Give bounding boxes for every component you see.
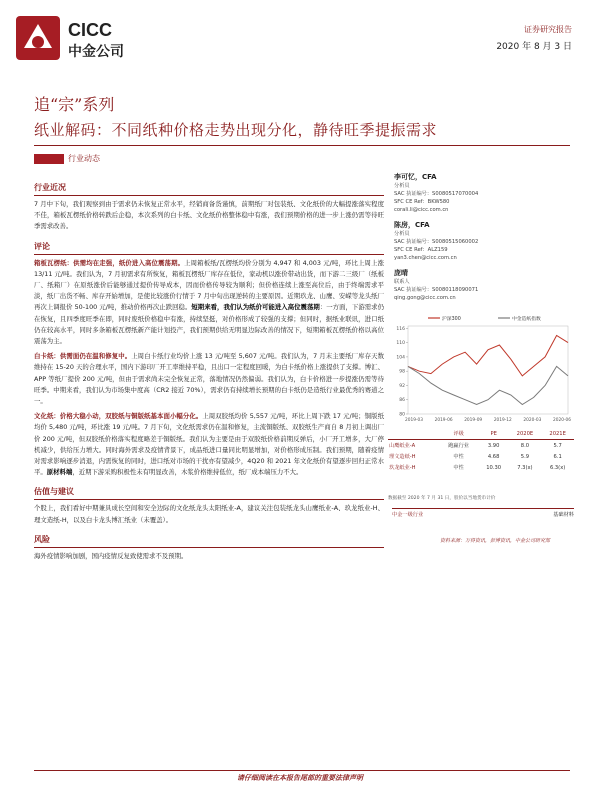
analyst-email[interactable]: yan3.chen@cicc.com.cn bbox=[394, 255, 457, 261]
table-header-row bbox=[388, 428, 574, 440]
table-header: PE bbox=[479, 428, 509, 440]
rating: 中性 bbox=[453, 465, 464, 471]
y-tick-label: 92 bbox=[399, 383, 405, 389]
analyst-sac: SAC 执证编号：S0080118090071 bbox=[394, 287, 479, 293]
tag-label: 行业动态 bbox=[68, 154, 100, 163]
pe-2021: 6.3(x) bbox=[549, 464, 566, 471]
series-title: 追“宗”系列 bbox=[34, 95, 115, 114]
y-tick-label: 80 bbox=[399, 412, 405, 418]
analyst-name: 陈房，CFA bbox=[394, 221, 430, 229]
rating: 中性 bbox=[453, 454, 464, 460]
section-head: 估值与建议 bbox=[34, 486, 384, 500]
x-tick-label: 2020-06 bbox=[553, 418, 571, 423]
para-lead: 原材料端 bbox=[46, 468, 73, 477]
analyst bbox=[394, 268, 564, 302]
paragraph bbox=[34, 411, 384, 478]
x-tick-label: 2020-03 bbox=[523, 418, 542, 423]
paragraph bbox=[34, 258, 384, 348]
analyst bbox=[394, 172, 564, 214]
brand-en: CICC bbox=[68, 20, 112, 40]
section-valuation bbox=[34, 486, 384, 525]
analyst-panel bbox=[394, 172, 564, 308]
analyst-role: 联系人 bbox=[394, 279, 410, 285]
related-industry bbox=[392, 508, 574, 518]
legend-label: 中金造纸指数 bbox=[512, 317, 541, 322]
index-chart-svg bbox=[392, 310, 574, 428]
y-tick-label: 116 bbox=[396, 326, 405, 332]
analyst-role: 分析员 bbox=[394, 231, 410, 237]
section-comment bbox=[34, 241, 384, 479]
paragraph bbox=[34, 351, 384, 407]
section-recent bbox=[34, 182, 384, 233]
para-lead: 箱板瓦楞纸：供需均在走强，纸价进入高位震荡期。 bbox=[34, 258, 185, 267]
paragraph: 7 月中下旬，我们观察到由于需求仍未恢复正常水平，经销商备货谨慎，前期纸厂对包装纸、文化纸价的大幅提涨落实程度不佳，箱板瓦楞纸价格转跌后企稳，本次系列的白卡纸、文化纸价格整体稳中有涨，我们预期价格的进一步上涨仍需等待旺季需求改善。 bbox=[34, 200, 384, 231]
table-row bbox=[388, 440, 574, 452]
paragraph: 个股上，我们看好中期兼具成长空间和安全边际的文化纸龙头太阳纸业-A，建议关注包装纸龙头山鹰纸业-A、玖龙纸业-H、理文造纸-H，以及白卡龙头博汇纸业（未覆盖）。 bbox=[34, 504, 384, 524]
table-row bbox=[388, 451, 574, 462]
analyst-name: 李可忆，CFA bbox=[394, 173, 437, 181]
pe-2020: 8.0 bbox=[520, 442, 530, 449]
pe-2020: 7.3(x) bbox=[517, 464, 533, 471]
price: 4.68 bbox=[487, 453, 500, 460]
header-meta bbox=[496, 24, 572, 52]
series-line-0 bbox=[408, 336, 568, 376]
plot-frame bbox=[408, 326, 568, 414]
analyst-role: 分析员 bbox=[394, 183, 410, 189]
tag-bar bbox=[34, 154, 64, 164]
section-head: 行业近况 bbox=[34, 182, 384, 196]
analyst-sac: SAC 执证编号：S0080517070004 bbox=[394, 191, 479, 197]
pe-2021: 6.1 bbox=[553, 453, 562, 460]
para-body: 上周双胶纸均价 5,557 元/吨，环比上周下跌 17 元/吨；铜版纸均价 5,480 元/吨，环比涨 19 元/吨。7 月下旬，文化纸需求仍在温和修复，主流铜版纸、双胶纸生产商自 8 月初上调出厂价 200 元/吨，但双胶纸价格落实程度略差于铜版纸。我们认为主要是由于双胶纸价格前期反弹后，小厂开工增多，大厂停机减少，供给压力增大。同时海外需求及疫情背景下，成品纸进口量同比明显增加，对价格形成压制。我们预期，随着疫情对需求影响逐步消退，内需恢复的同时，进口纸对市场的干扰亦有望减少，4Q20 和 2021 年文化纸价有望逐步回归正常水平。 bbox=[34, 412, 385, 477]
cicc-logo bbox=[14, 14, 174, 66]
index-chart bbox=[392, 310, 574, 428]
y-tick-label: 98 bbox=[399, 369, 405, 375]
brand-cn: 中金公司 bbox=[68, 44, 124, 60]
para-body: ，近期下游采购积极性未有明显改善，木浆价格维持低位，纸厂成本端压力不大。 bbox=[72, 468, 303, 477]
para-lead: 文化纸：价格大稳小动，双胶纸与铜版纸基本面小幅分化。 bbox=[34, 412, 203, 421]
paragraph: 海外疫情影响加剧，国内疫情反复致使需求不及预期。 bbox=[34, 551, 188, 560]
related-label: 中金一级行业 bbox=[392, 512, 424, 518]
report-type: 证券研究报告 bbox=[524, 25, 572, 34]
analyst-email[interactable]: qing.gong@cicc.com.cn bbox=[394, 295, 456, 301]
footer-divider bbox=[34, 770, 570, 771]
para-lead: 短期来看，我们认为纸价可能进入高位震荡期 bbox=[191, 303, 320, 312]
analyst-sac: SAC 执证编号：S0080515060002 bbox=[394, 239, 479, 245]
report-date: 2020 年 8 月 3 日 bbox=[496, 42, 572, 52]
analyst-name: 庞晴 bbox=[394, 269, 408, 277]
valuation-table bbox=[388, 428, 574, 473]
table-header bbox=[388, 428, 438, 440]
stock-name[interactable]: 玖龙纸业-H bbox=[389, 465, 416, 471]
para-body: ：一方面，下游需求仍在恢复，且四季度旺季在即，同时废纸价格稳中有涨，持续坚挺，对价格形成了较强的支撑；但同时，据纸业联讯，进口纸仍在较高水平，同时多条箱板瓦楞纸新产能计划投产，我们预期供给无明显边际改善的情况下，短期箱板瓦楞纸价格以高位震荡为主。 bbox=[34, 303, 384, 346]
y-tick-label: 86 bbox=[399, 398, 405, 404]
x-tick-label: 2019-09 bbox=[464, 418, 483, 423]
section-risk bbox=[34, 534, 384, 562]
analyst-email[interactable]: corali.li@cicc.com.cn bbox=[394, 207, 449, 213]
para-body: 上周箱板纸/瓦楞纸均价分别为 4,947 和 4,003 元/吨，环比上周上涨 13/11 元/吨。我们认为，7 月初需求有所恢复，箱板瓦楞纸厂库存在低位，家动机以涨价带动出货，而下游二三级厂（纸板厂、纸箱厂）在原纸涨价后能够通过提价传导成本，因而价格传导较为顺利；但价格连续上涨至高位后，由于终端需求平淡，纸厂出货不畅、库存开始增加，是使比较涨价行情于 7 月中旬出现逆转的主要原因。近期玖龙、山鹰、安嵘等龙头纸厂再次上调报价 50-100 元/吨，推动价格再次止跌回稳。 bbox=[34, 258, 384, 312]
section-head: 风险 bbox=[34, 534, 384, 548]
legend-label: 沪深300 bbox=[442, 317, 461, 322]
x-tick-label: 2019-12 bbox=[493, 418, 512, 423]
para-body: 上周白卡纸行业均价上涨 13 元/吨至 5,607 元/吨。我们认为，7 月末主要纸厂库存天数维持在 15-20 天的合理水平，国内下游印厂开工率维持平稳，且出口一定程度回暖，为白卡纸价格上涨提供了支撑。博汇、APP 等纸厂提价 200 元/吨，但由于需求尚未完全恢复正常，落地情况仍然偏弱。我们认为，白卡价格进一步提涨仍需等待旺季。中期来看，我们认为市场集中度高（CR2 接近 70%），需求仍有持续增长预期的白卡纸仍是造纸行业最优秀的赛道之一。 bbox=[34, 352, 384, 406]
stock-name[interactable]: 理文造纸-H bbox=[389, 454, 416, 460]
pe-2021: 5.7 bbox=[553, 442, 562, 449]
footer-disclaimer[interactable]: 请仔细阅读在本报告尾部的重要法律声明 bbox=[237, 774, 363, 782]
pe-2020: 5.9 bbox=[520, 453, 530, 460]
rating: 跑赢行业 bbox=[448, 443, 469, 449]
page-title: 纸业解码：不同纸种价格走势出现分化，静待旺季提振需求 bbox=[34, 121, 438, 139]
price: 3.90 bbox=[487, 442, 500, 449]
source-note: 资料来源：万得资讯，彭博资讯，中金公司研究部 bbox=[440, 538, 551, 544]
analyst bbox=[394, 220, 564, 262]
table-note: 数据截至 2020 年 7 月 31 日，股价以当地货币计价 bbox=[388, 496, 496, 501]
tag bbox=[34, 152, 100, 165]
para-lead: 白卡纸：供需面仍在温和修复中。 bbox=[34, 352, 132, 361]
title-divider bbox=[34, 145, 570, 146]
section-head: 评论 bbox=[34, 241, 384, 255]
price: 10.30 bbox=[486, 464, 502, 471]
table-header: 评级 bbox=[438, 428, 478, 440]
y-tick-label: 110 bbox=[396, 341, 405, 347]
related-value: 基础材料 bbox=[553, 512, 574, 518]
stock-name[interactable]: 山鹰纸业-A bbox=[389, 443, 416, 449]
analyst-sfc: SFC CE Ref：BKW580 bbox=[394, 199, 450, 205]
main-column bbox=[34, 182, 384, 570]
x-tick-label: 2019-03 bbox=[405, 418, 423, 423]
table-header: 2020E bbox=[509, 428, 542, 440]
x-tick-label: 2019-06 bbox=[434, 418, 453, 423]
analyst-sfc: SFC CE Ref：ALZ159 bbox=[394, 247, 448, 253]
y-tick-label: 104 bbox=[396, 355, 405, 361]
table-header: 2021E bbox=[541, 428, 574, 440]
table-row bbox=[388, 462, 574, 473]
